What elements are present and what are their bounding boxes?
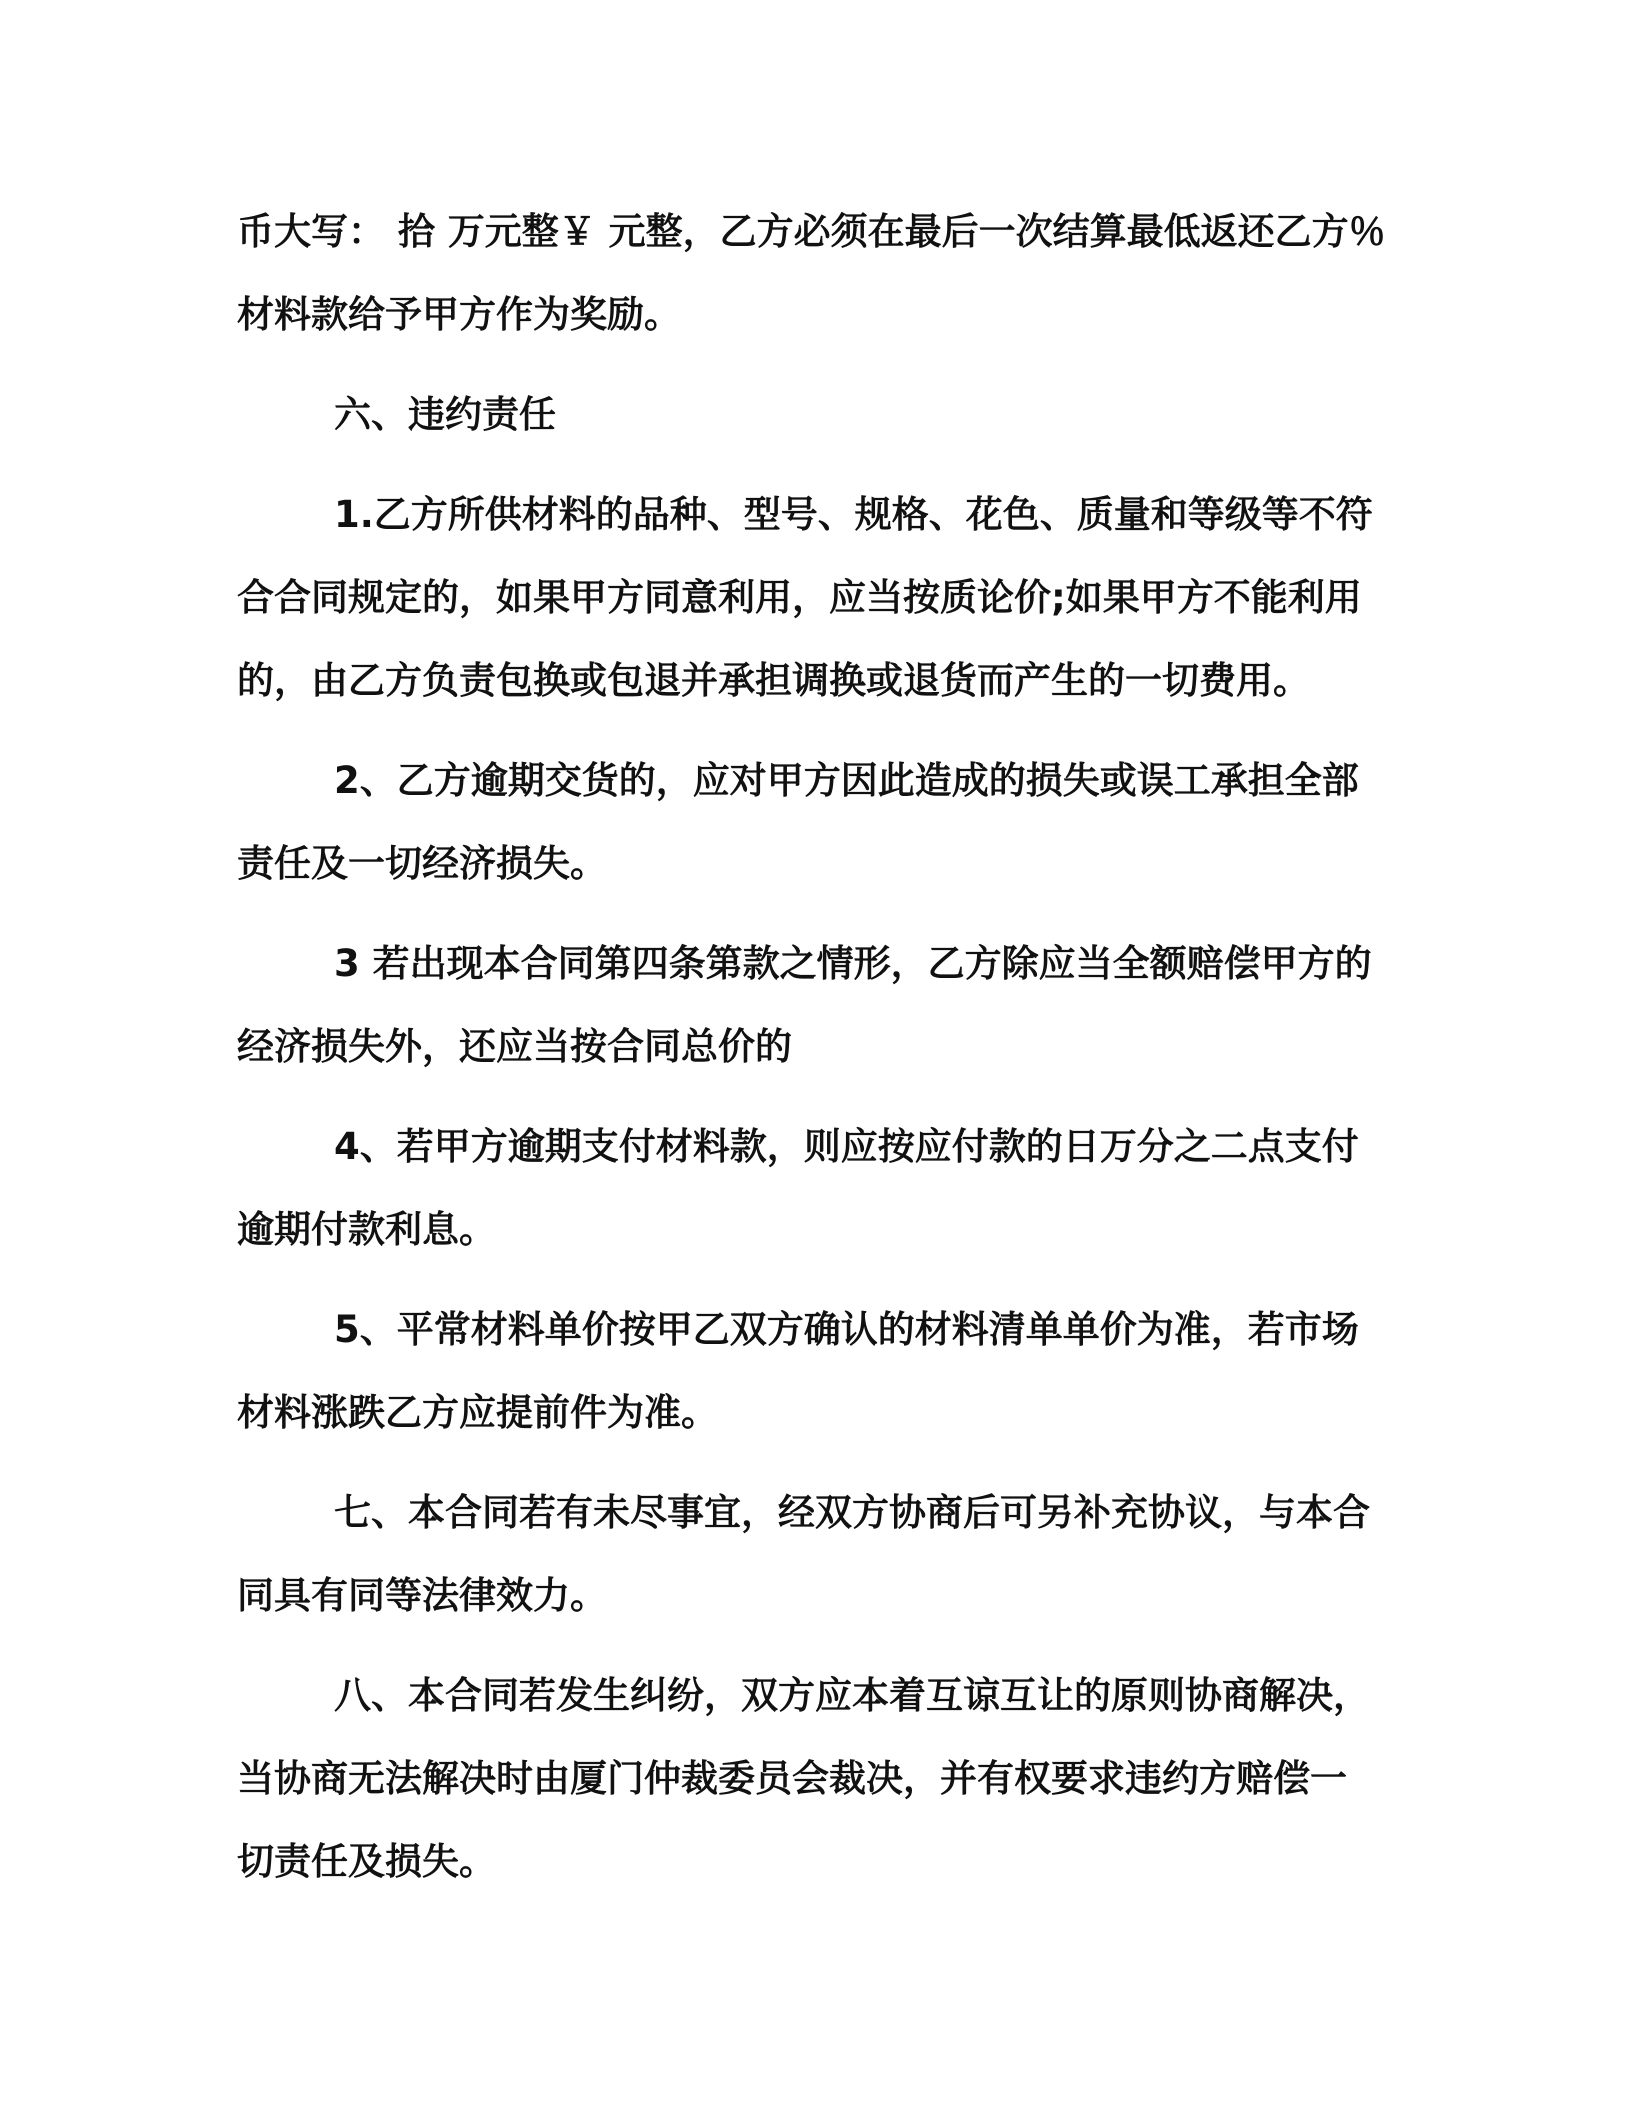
- clause-2: [237, 739, 1397, 905]
- paragraph-line: 逾期付款利息。: [237, 1208, 496, 1251]
- paragraph-line: 5、平常材料单价按甲乙双方确认的材料清单单价为准，若市场: [334, 1308, 1359, 1351]
- paragraph-line: 责任及一切经济损失。: [237, 842, 607, 885]
- section-heading-breach-liability: [237, 373, 1397, 456]
- paragraph-line: 八、本合同若发生纠纷，双方应本着互谅互让的原则协商解决，: [334, 1674, 1370, 1717]
- clause-5: [237, 1288, 1397, 1454]
- paragraph-line: 2、乙方逾期交货的，应对甲方因此造成的损失或误工承担全部: [334, 759, 1359, 802]
- paragraph-line: 的，由乙方负责包换或包退并承担调换或退货而产生的一切费用。: [237, 659, 1310, 702]
- clause-1: [237, 473, 1397, 722]
- clause-4: [237, 1105, 1397, 1271]
- section-eight: [237, 1654, 1397, 1903]
- paragraph-line: 材料涨跌乙方应提前件为准。: [237, 1391, 718, 1434]
- paragraph-line: 材料款给予甲方作为奖励。: [237, 293, 681, 336]
- paragraph-line: 七、本合同若有未尽事宜，经双方协商后可另补充协议，与本合: [334, 1491, 1370, 1534]
- paragraph-line: 经济损失外，还应当按合同总价的: [237, 1025, 792, 1068]
- paragraph-line: 3 若出现本合同第四条第款之情形，乙方除应当全额赔偿甲方的: [334, 942, 1372, 985]
- paragraph-line: 合合同规定的，如果甲方同意利用，应当按质论价;如果甲方不能利用: [237, 576, 1362, 619]
- paragraph-line: 4、若甲方逾期支付材料款，则应按应付款的日万分之二点支付: [334, 1125, 1359, 1168]
- paragraph-line: 币大写： 拾 万元整￥ 元整，乙方必须在最后一次结算最低返还乙方％: [237, 210, 1386, 253]
- paragraph-payment-continuation: [237, 190, 1397, 356]
- heading-text: 六、违约责任: [334, 393, 556, 436]
- clause-3: [237, 922, 1397, 1088]
- paragraph-line: 1.乙方所供材料的品种、型号、规格、花色、质量和等级等不符: [334, 493, 1373, 536]
- paragraph-line: 当协商无法解决时由厦门仲裁委员会裁决，并有权要求违约方赔偿一: [237, 1757, 1347, 1800]
- paragraph-line: 同具有同等法律效力。: [237, 1574, 607, 1617]
- document-body: [237, 190, 1397, 1920]
- paragraph-line: 切责任及损失。: [237, 1840, 496, 1883]
- section-seven: [237, 1471, 1397, 1637]
